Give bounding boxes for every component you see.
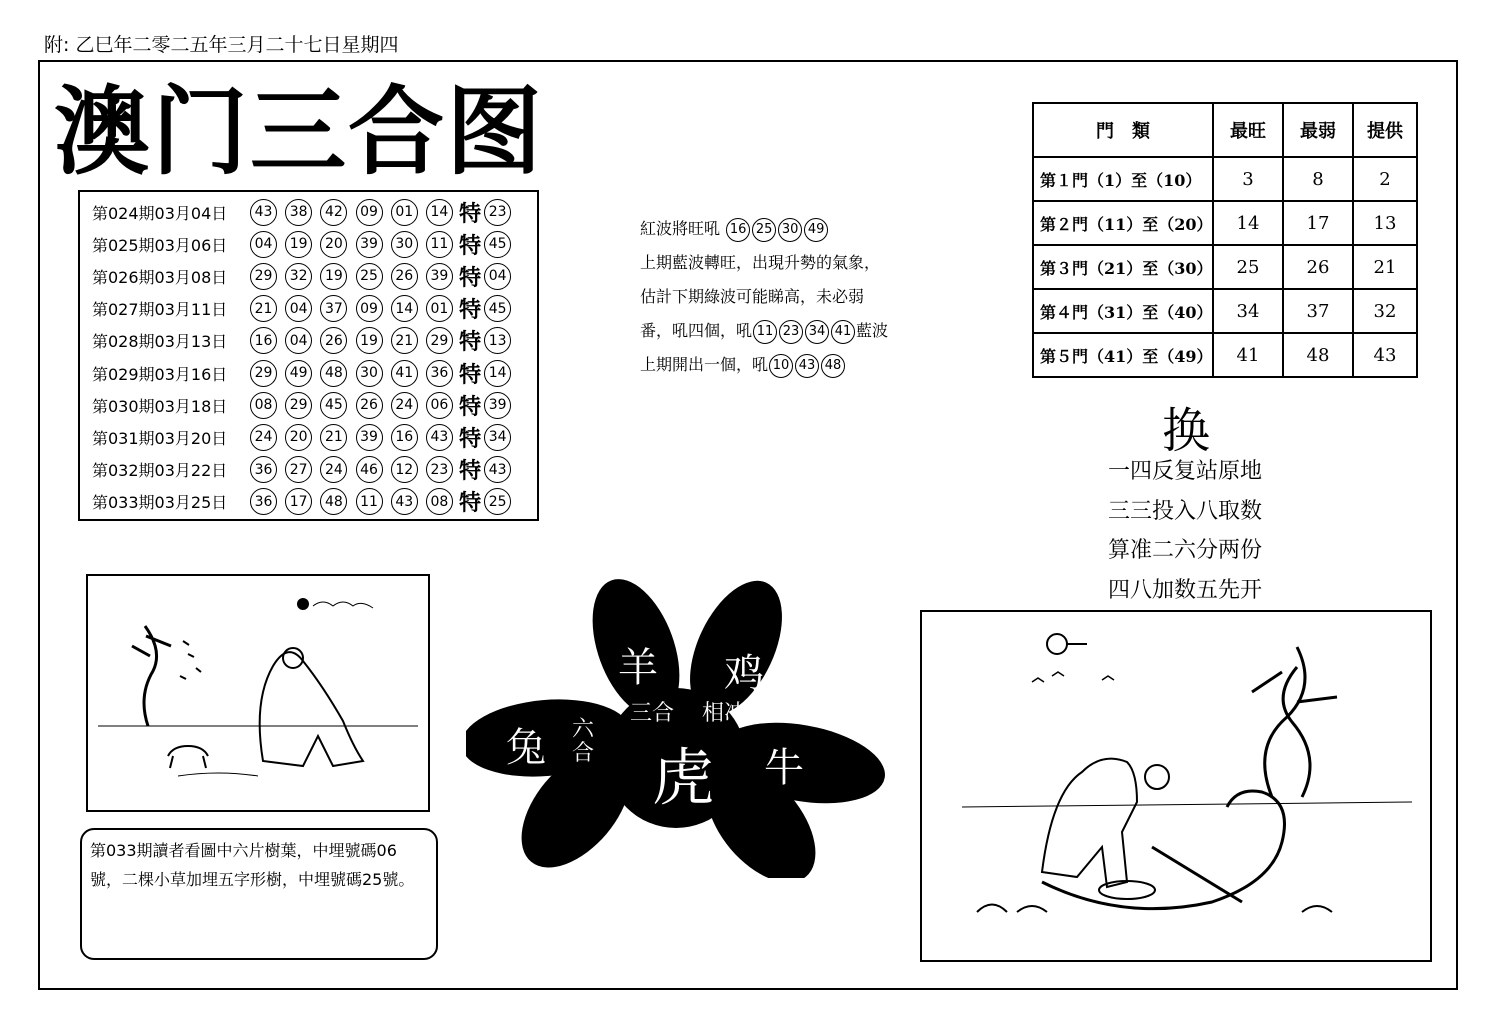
draw-row — [80, 389, 537, 421]
number-ball: 27 — [285, 456, 312, 483]
number-ball: 20 — [285, 424, 312, 451]
special-number-ball: 04 — [484, 263, 511, 290]
tip-line-4 — [640, 314, 888, 348]
number-ball: 04 — [285, 295, 312, 322]
gate-value-cell: 13 — [1353, 201, 1417, 245]
reader-note: 第033期讀者看圖中六片樹葉，中埋號碼06號，二棵小草加埋五字形樹，中埋號碼25號。 — [80, 828, 438, 960]
draw-row — [80, 486, 537, 518]
draw-row — [80, 293, 537, 325]
number-ball: 45 — [320, 392, 347, 419]
number-ball: 30 — [391, 231, 418, 258]
number-ball: 06 — [426, 392, 453, 419]
label-liuhe: 六合 — [572, 717, 595, 766]
number-ball: 16 — [391, 424, 418, 451]
draw-label: 第033期03月25日 — [92, 493, 228, 513]
number-ball: 24 — [320, 456, 347, 483]
draw-row — [80, 228, 537, 260]
number-ball: 21 — [320, 424, 347, 451]
number-ball: 23 — [426, 456, 453, 483]
gate-header-provide: 提供 — [1353, 103, 1417, 157]
sun-icon — [297, 598, 309, 610]
gate-table-row — [1033, 245, 1417, 289]
label-xiangchong: 相冲 — [702, 701, 747, 726]
number-ball: 26 — [356, 392, 383, 419]
special-marker: 特 — [459, 330, 482, 356]
number-ball: 39 — [356, 424, 383, 451]
number-ball: 36 — [250, 488, 277, 515]
special-marker: 特 — [459, 426, 482, 452]
special-number-ball: 45 — [484, 295, 511, 322]
gate-table-row — [1033, 333, 1417, 377]
special-number-ball: 34 — [484, 424, 511, 451]
number-ball: 17 — [285, 488, 312, 515]
number-ball: 11 — [426, 231, 453, 258]
gate-range-cell: 第２門（11）至（20） — [1033, 201, 1213, 245]
number-ball: 01 — [391, 199, 418, 226]
zodiac-rooster: 鸡 — [724, 651, 764, 697]
wave-tip — [640, 212, 888, 382]
special-number-ball: 43 — [484, 456, 511, 483]
draw-row — [80, 357, 537, 389]
special-number-ball: 13 — [484, 327, 511, 354]
gate-value-cell: 3 — [1213, 157, 1283, 201]
tip-line-1 — [640, 212, 888, 246]
special-number-ball: 14 — [484, 360, 511, 387]
number-ball: 12 — [391, 456, 418, 483]
number-ball: 49 — [285, 360, 312, 387]
number-ball: 21 — [250, 295, 277, 322]
number-ball: 04 — [285, 327, 312, 354]
scholar-drawing — [88, 576, 428, 810]
gate-header-strongest: 最旺 — [1213, 103, 1283, 157]
number-ball: 08 — [250, 392, 277, 419]
number-ball: 48 — [320, 360, 347, 387]
number-ball: 46 — [356, 456, 383, 483]
number-ball: 30 — [356, 360, 383, 387]
number-ball: 14 — [391, 295, 418, 322]
page-title: 澳门三合图 — [54, 76, 544, 188]
tip-number-ball: 16 — [726, 218, 750, 242]
sun-icon — [1047, 634, 1067, 654]
gate-table-row — [1033, 201, 1417, 245]
gate-value-cell: 34 — [1213, 289, 1283, 333]
number-ball: 08 — [426, 488, 453, 515]
draw-label: 第032期03月22日 — [92, 461, 228, 481]
gate-header-category: 門 類 — [1033, 103, 1213, 157]
tip-number-ball: 10 — [769, 354, 793, 378]
gate-header-weakest: 最弱 — [1283, 103, 1353, 157]
special-marker: 特 — [459, 394, 482, 420]
number-ball: 38 — [285, 199, 312, 226]
number-ball: 20 — [320, 231, 347, 258]
tip-number-ball: 30 — [778, 218, 802, 242]
number-ball: 09 — [356, 295, 383, 322]
tip-line-2: 上期藍波轉旺，出現升勢的氣象， — [640, 253, 881, 272]
poem-line: 四八加数五先开 — [1108, 577, 1263, 603]
special-marker: 特 — [459, 265, 482, 291]
gate-value-cell: 37 — [1283, 289, 1353, 333]
number-ball: 42 — [320, 199, 347, 226]
gate-value-cell: 41 — [1213, 333, 1283, 377]
number-ball: 43 — [391, 488, 418, 515]
number-ball: 36 — [250, 456, 277, 483]
gate-range-cell: 第１門（1）至（10） — [1033, 157, 1213, 201]
poem-line: 一四反复站原地 — [1108, 459, 1263, 484]
warrior-illustration — [920, 610, 1432, 962]
number-ball: 11 — [356, 488, 383, 515]
number-ball: 29 — [426, 327, 453, 354]
number-ball: 37 — [320, 295, 347, 322]
special-number-ball: 23 — [484, 199, 511, 226]
tip-line-5-pre: 上期開出一個，吼 — [640, 355, 769, 374]
tip-line-4-numbers — [752, 321, 856, 340]
tip-line-1-text: 紅波將旺吼 — [640, 219, 721, 238]
tip-number-ball: 23 — [779, 320, 803, 344]
number-ball: 16 — [250, 327, 277, 354]
draw-label: 第027期03月11日 — [92, 300, 228, 320]
number-ball: 04 — [250, 231, 277, 258]
gate-table-row — [1033, 157, 1417, 201]
special-marker: 特 — [459, 362, 482, 388]
gate-range-cell: 第４門（31）至（40） — [1033, 289, 1213, 333]
gate-value-cell: 43 — [1353, 333, 1417, 377]
tip-line-5 — [640, 348, 888, 382]
number-ball: 29 — [250, 263, 277, 290]
gate-value-cell: 21 — [1353, 245, 1417, 289]
special-marker: 特 — [459, 459, 482, 485]
gate-value-cell: 14 — [1213, 201, 1283, 245]
zodiac-flower — [466, 578, 886, 878]
zodiac-goat: 羊 — [618, 645, 658, 691]
zodiac-ox: 牛 — [764, 745, 804, 791]
draw-label: 第030期03月18日 — [92, 396, 228, 416]
special-marker: 特 — [459, 491, 482, 517]
scholar-illustration — [86, 574, 430, 812]
number-ball: 32 — [285, 263, 312, 290]
warrior-drawing — [922, 612, 1430, 960]
tip-line-3: 估計下期綠波可能睇高，未必弱 — [640, 287, 865, 306]
draw-history-table — [78, 190, 539, 521]
gate-table-header — [1033, 103, 1417, 157]
number-ball: 36 — [426, 360, 453, 387]
tip-number-ball: 34 — [805, 320, 829, 344]
number-ball: 09 — [356, 199, 383, 226]
number-ball: 41 — [391, 360, 418, 387]
number-ball: 21 — [391, 327, 418, 354]
draw-row — [80, 260, 537, 292]
special-marker: 特 — [459, 233, 482, 259]
tip-number-ball: 43 — [795, 354, 819, 378]
tip-number-ball: 11 — [753, 320, 777, 344]
draw-row — [80, 454, 537, 486]
number-ball: 14 — [426, 199, 453, 226]
tip-line-5-numbers — [768, 355, 846, 374]
number-ball: 01 — [426, 295, 453, 322]
tip-number-ball: 41 — [831, 320, 855, 344]
tip-number-ball: 25 — [752, 218, 776, 242]
number-ball: 39 — [356, 231, 383, 258]
number-ball: 43 — [426, 424, 453, 451]
gate-value-cell: 2 — [1353, 157, 1417, 201]
gate-table-row — [1033, 289, 1417, 333]
zodiac-tiger: 虎 — [652, 741, 715, 814]
number-ball: 29 — [250, 360, 277, 387]
tip-line-4-pre: 番，吼四個，吼 — [640, 321, 753, 340]
draw-row — [80, 196, 537, 228]
special-number-ball: 45 — [484, 231, 511, 258]
poem — [1108, 452, 1262, 610]
label-sanhe: 三合 — [630, 701, 675, 726]
poem-line: 算准二六分两份 — [1108, 538, 1263, 563]
number-ball: 29 — [285, 392, 312, 419]
tip-number-ball: 48 — [821, 354, 845, 378]
draw-label: 第026期03月08日 — [92, 267, 228, 287]
tip-line-1-numbers — [725, 219, 829, 238]
gate-value-cell: 26 — [1283, 245, 1353, 289]
number-ball: 19 — [285, 231, 312, 258]
special-marker: 特 — [459, 201, 482, 227]
number-ball: 26 — [391, 263, 418, 290]
gate-value-cell: 32 — [1353, 289, 1417, 333]
draw-label: 第031期03月20日 — [92, 428, 228, 448]
number-ball: 24 — [250, 424, 277, 451]
date-line: 附: 乙巳年二零二五年三月二十七日星期四 — [44, 34, 399, 56]
draw-row — [80, 421, 537, 453]
draw-row — [80, 325, 537, 357]
special-number-ball: 39 — [484, 392, 511, 419]
draw-label: 第029期03月16日 — [92, 364, 228, 384]
poem-title: 换 — [1162, 403, 1211, 459]
draw-label: 第024期03月04日 — [92, 203, 228, 223]
draw-label: 第025期03月06日 — [92, 235, 228, 255]
gate-value-cell: 25 — [1213, 245, 1283, 289]
number-ball: 19 — [320, 263, 347, 290]
tip-number-ball: 49 — [804, 218, 828, 242]
number-ball: 24 — [391, 392, 418, 419]
number-ball: 25 — [356, 263, 383, 290]
number-ball: 39 — [426, 263, 453, 290]
number-ball: 43 — [250, 199, 277, 226]
tip-line-4-post: 藍波 — [856, 321, 889, 340]
number-ball: 26 — [320, 327, 347, 354]
special-number-ball: 25 — [484, 488, 511, 515]
zodiac-rabbit: 兔 — [506, 725, 546, 771]
number-ball: 19 — [356, 327, 383, 354]
gate-table — [1032, 102, 1418, 378]
gate-value-cell: 8 — [1283, 157, 1353, 201]
poem-line: 三三投入八取数 — [1108, 498, 1263, 524]
number-ball: 48 — [320, 488, 347, 515]
gate-value-cell: 17 — [1283, 201, 1353, 245]
gate-range-cell: 第５門（41）至（49） — [1033, 333, 1213, 377]
draw-label: 第028期03月13日 — [92, 332, 228, 352]
gate-value-cell: 48 — [1283, 333, 1353, 377]
gate-range-cell: 第３門（21）至（30） — [1033, 245, 1213, 289]
special-marker: 特 — [459, 298, 482, 324]
